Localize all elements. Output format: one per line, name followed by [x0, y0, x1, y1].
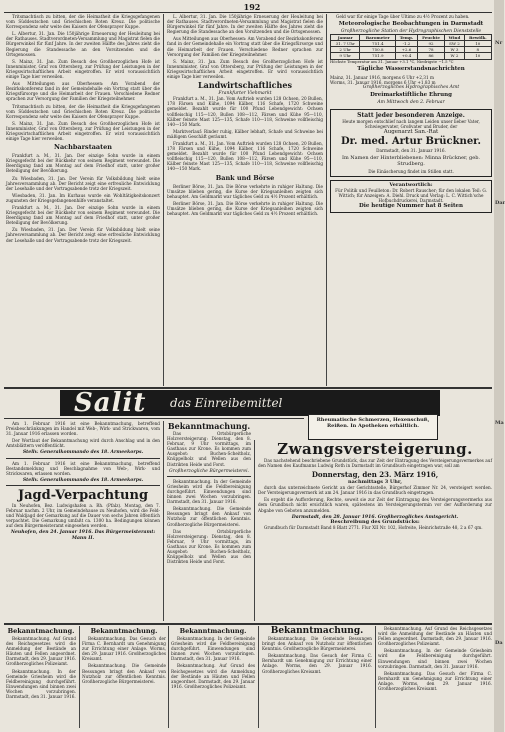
paragraph: Frankfurt a. M., 31. Jan. Vom Auftrieb wurden 128 Ochsen, 20 Bullen, 178 Färsen und Kühe, 1094 Kälber, 116 Schafe, 1720 Schweine gemeldet. Bezahlt wurde für 100 Pfund Lebendgewicht: Ochsen vollfleischig 115—120, Bullen 108—112, Färsen und Kühe 95—110, Kälber feinste Mast 125—135, Schafe 110—118, Schweine vollfleischig 140—150 Mark.: [167, 140, 323, 172]
river-line: Worms, 31. Januar 1916, morgens 6 Uhr +1,83 m: [330, 79, 436, 85]
section-rule: [4, 623, 492, 625]
table-cell: 10: [464, 53, 491, 59]
column-divider: [258, 626, 259, 728]
notice-paragraph: Bekanntmachung. In der Gemeinde Griesheim wird die Feldbereinigung durchgeführt. Einwendungen sind binnen zwei Wochen vorzubringen. Darmstadt, den 31. Januar 1916.: [167, 478, 251, 505]
paragraph: Zu Wiesbaden, 31. Jan. Der Verein für Volksbildung hielt seine Jahresversammlung ab. Der Bericht zeigt eine erfreuliche Entwicklung der Lesehalle und der Vortragsabende trotz der Kriegszeit.: [6, 175, 160, 191]
paragraph: Aus Mitteilungen aus Oberhessen: Am Vorabend der Bezirkskonferenz fand in der Gemeindehalle ein Vortrag statt über die Kriegsfürsorge und die Heimarbeit der Frauen. Verschiedene Redner sprachen zur Versorgung der Familien der Kriegsteilnehmer.: [167, 36, 323, 57]
jagd-text: In Neuhofen, Bez. Ludwigshafen a. Rh. (Pfalz). Montag, den 7. Februar nachm. 2 Uhr, im Gemeindehause zu Neuhofen, wird die Feld- und Waldjagd der Gemarkung auf die Dauer von sechs Jahren öffentlich verpachtet. Die Gemarkung umfaßt ca. 1300 ha. Bedingungen können auf dem Bürgermeisteramt eingesehen werden.: [6, 502, 160, 529]
divider: [6, 458, 160, 459]
divider: [167, 476, 251, 477]
ad-name: Dr. med. Artur Brückner.: [340, 135, 482, 147]
notice-paragraph: Der Wortlaut der Bekanntmachung wird durch Anschlag und in den Amtsblättern veröffentlicht.: [6, 438, 160, 449]
column-divider: [326, 14, 327, 386]
table-cell: 10: [464, 41, 491, 47]
table-cell: 9 Uhr: [331, 53, 360, 59]
adjacent-page-edge: [494, 0, 504, 732]
table-cell: -1.2: [396, 41, 418, 47]
paragraph: Tritsmachtisch zu bitten, der die Heimatheit die Kriegsgefangenen vom Süddeutschen und Griechischen Roten Kreuz. Die politische Korrespondenz sehr weite des Kaisers der Ofensprayer Kuppe.: [6, 14, 160, 30]
foreclosure-time: nachmittags 3 Uhr,: [348, 479, 402, 486]
paragraph: L. Albertur, 31. Jan. Die 150jährige Erneuerung der Heuleitung bei der Rathauses. Stadtverordneten-Versammlung und Magistrat fielen die Bürgerwinkel für fünf Jahre. In der zweiten Hälfte des Jahres zieht die Regierung die Standessache an den Vorsitzenden und die Ortsgenossen.: [6, 31, 160, 57]
page-number: 192: [243, 2, 261, 12]
notice-paragraph: Bekanntmachung. Das Gesuch der Firma C. Bernhardt um Genehmigung zur Errichtung einer Anlage. Worms, den 29. Januar 1916. Großherzogliches Kreisamt.: [262, 653, 372, 674]
paragraph: Tritsmachtisch zu bitten, der die Heimatheit die Kriegsgefangenen vom Süddeutschen und Griechischen Roten Kreuz. Die politische Korrespondenz sehr weite des Kaisers der Ofensprayer Kuppe.: [6, 103, 160, 119]
column-divider: [163, 421, 164, 621]
paragraph: Berliner Börse, 31. Jan. Die Börse verkehrte in ruhiger Haltung. Die Umsätze blieben gering, die Kurse der Kriegsanleihen zeigten sich behauptet. Am Geldmarkt war tägliches Geld zu 4½ Prozent erhältlich.: [167, 200, 323, 216]
section-rule: [4, 418, 304, 419]
river-heading: Tägliche Wasserstandsnachrichten: [357, 66, 465, 73]
bottom-notice-4: [262, 626, 372, 728]
salit-tagline: das Einreibemittel: [170, 396, 283, 410]
notice-paragraph: Bekanntmachung. Die Gemeinde Bessungen bringt den Ankauf von Nutzholz zur öffentlichen Kenntnis. Großherzogliche Bürgermeisterei.: [82, 663, 166, 684]
paragraph: Berliner Börse, 31. Jan. Die Börse verkehrte in ruhiger Haltung. Die Umsätze blieben gering, die Kurse der Kriegsanleihen zeigten sich behauptet. Am Geldmarkt war tägliches Geld zu 4½ Prozent erhältlich.: [167, 183, 323, 199]
notice-paragraph: Das Ortsbürgerliche Holzversteigerung: Dienstag, den 8. Februar, 9 Uhr vormittags, im Gasthaus zur Krone. Es kommen zum Ausgebot: Buchen-Scheitholz, Knüppelholz und Wellen aus den Distrikten Heide und Forst.: [167, 528, 251, 565]
table-cell: 750.8: [360, 47, 396, 53]
ad-title: Augenarzt San.-Rat: [383, 128, 439, 135]
paragraph: S. Mainz, 31. Jan. Zum Besuch des Großherzoglichen Hofe ist Innenminister, Graf von Ottersberg, zur Prüfung der Leistungen in der Kriegswirtschaftlichen Arbeit eingetroffen. Er wird voraussichtlich einige Tage hier verweilen.: [6, 58, 160, 80]
divider: [6, 485, 160, 486]
foreclosure-desc: Grundbuch für Darmstadt Band 8 Blatt 2771. Flur XII Nr. 102, Hofreite, Heinrichstraße 48, 2 a 67 qm.: [264, 524, 483, 530]
notice-paragraph: Bekanntmachung. In der Gemeinde Griesheim wird die Feldbereinigung durchgeführt. Einwendungen sind binnen zwei Wochen vorzubringen. Darmstadt, den 31. Januar 1916.: [378, 648, 492, 669]
weather-subheading: Großherzogliche Station der Hydrographischen Dienststelle: [340, 29, 482, 35]
paragraph: Marktverlauf: Rinder ruhig, Kälber lebhaft, Schafe und Schweine bei mäßigem Geschäft geräumt.: [167, 128, 323, 139]
top-rule: [4, 12, 492, 13]
foreclosure-date: Donnerstag, den 23. März 1916,: [311, 470, 439, 480]
edge-mark: Dar: [495, 200, 505, 206]
paragraph: Frankfurt a. M., 31. Jan. Vom Auftrieb wurden 128 Ochsen, 20 Bullen, 178 Färsen und Kühe, 1094 Kälber, 116 Schafe, 1720 Schweine gemeldet. Bezahlt wurde für 100 Pfund Lebendgewicht: Ochsen vollfleischig 115—120, Bullen 108—112, Färsen und Kühe 95—110, Kälber feinste Mast 125—135, Schafe 110—118, Schweine vollfleischig 140—150 Mark.: [167, 96, 323, 127]
table-cell: 751.4: [360, 41, 396, 47]
table-header: Januar: [331, 35, 360, 41]
paragraph: Aus Mitteilungen aus Oberhessen: Am Vorabend der Bezirkskonferenz fand in der Gemeindehalle ein Vortrag statt über die Kriegsfürsorge und die Heimarbeit der Frauen. Verschiedene Redner sprachen zur Versorgung der Familien der Kriegsteilnehmer.: [6, 81, 160, 102]
foreclosure-signature: Darmstadt, den 28. Januar 1916. Großherzogliches Amtsgericht.: [291, 514, 459, 520]
ad-heading: Statt jeder besonderen Anzeige.: [357, 111, 465, 119]
notice-heading: Bekanntmachung.: [90, 627, 158, 635]
edge-mark: Nr: [495, 40, 503, 46]
ad-footnote: Die Einäscherung findet im Stillen statt.: [368, 168, 454, 174]
ad-signature: Im Namen der Hinterbliebenen: Minna Brückner, geb. Strudberg.: [341, 154, 481, 168]
foreclosure-notice: [258, 440, 492, 640]
column-divider: [254, 440, 255, 621]
table-cell: +0.4: [396, 53, 418, 59]
paragraph: Geld war für einige Tage über Ultimo zu 4½ Prozent zu haben.: [336, 14, 470, 19]
table-cell: 31. 7 Uhr: [331, 41, 360, 47]
section-heading: Bank und Börse: [215, 173, 275, 182]
section-heading: Dreimarkstiftliche Ehrung: [370, 91, 452, 98]
notice-paragraph: Bekanntmachung. Das Gesuch der Firma C. Bernhardt um Genehmigung zur Errichtung einer Anlage. Worms, den 29. Januar 1916. Großherzogliches Kreisamt.: [82, 636, 166, 662]
table-header: Bewölk.: [464, 35, 491, 41]
table-cell: W 2: [445, 53, 464, 59]
notice-heading: Bekanntmachung.: [167, 421, 251, 431]
column-3: [330, 14, 492, 386]
notice-paragraph: Das Ortsbürgerliche Holzversteigerung: Dienstag, den 8. Februar, 9 Uhr vormittags, im Gasthaus zur Krone. Es kommen zum Ausgebot: Buchen-Scheitholz, Knüppelholz und Wellen aus den Distrikten Heide und Forst.: [167, 431, 251, 467]
table-cell: 92: [417, 41, 444, 47]
salit-brand: Salit: [74, 388, 147, 418]
column-divider: [168, 626, 169, 728]
foreclosure-text: Das nachstehend beschriebene Grundstück, das zur Zeit der Eintragung des Versteigerungsvermerkes auf den Namen des Kaufmanns Ludwig Roth in Darmstadt im Grundbuch eingetragen war, soll am: [258, 458, 492, 469]
column-divider: [79, 626, 80, 728]
lower-column-1: [6, 421, 160, 621]
paragraph: S. Mainz, 31. Jan. Zum Besuch des Großherzoglichen Hofe ist Innenminister, Graf von Ottersberg, zur Prüfung der Leistungen in der Kriegswirtschaftlichen Arbeit eingetroffen. Er wird voraussichtlich einige Tage hier verweilen.: [6, 120, 160, 142]
section-heading: Landwirtschaftliches: [198, 80, 292, 91]
paragraph: Frankfurt a. M., 31. Jan. Der einzige Sohn wurde in einem Kriegsgefecht bei der Rückkehr von seinem Regiment verwundet. Die Beerdigung fand am Montag auf dem Friedhof statt, unter großer Beteiligung der Bevölkerung.: [6, 153, 160, 174]
paragraph: Zu Wiesbaden, 31. Jan. Der Verein für Volksbildung hielt seine Jahresversammlung ab. Der Bericht zeigt eine erfreuliche Entwicklung der Lesehalle und der Vortragsabende trotz der Kriegszeit.: [6, 227, 160, 243]
table-cell: W 3: [445, 47, 464, 53]
notice-paragraph: Bekanntmachung. In der Gemeinde Griesheim wird die Feldbereinigung durchgeführt. Einwendungen sind binnen zwei Wochen vorzubringen. Darmstadt, den 31. Januar 1916.: [171, 636, 255, 662]
table-header: Temp.: [396, 35, 418, 41]
notice-paragraph: Am 1. Februar 1916 ist eine Bekanntmachung, betreffend Preisbeschränkungen im Handel mit Web-, Wirk- und Strickwaren, vom 31. Januar 1916 erlassen worden.: [6, 421, 160, 437]
foreclosure-heading: Zwangsversteigerung.: [277, 440, 473, 458]
table-cell: SW 2: [445, 41, 464, 47]
section-subheading: Frankfurter Viehmarkt: [218, 91, 272, 97]
ad-text: Heute morgen entschlief nach langem Leiden unser lieber Vater, Schwiegervater, Großvater und Bruder, der: [342, 118, 480, 129]
foreclosure-text: durch das unterzeichnete Gericht an der Gerichtsstelle, Bürgerhof Zimmer Nr. 24, versteigert werden. Der Versteigerungsvermerk ist am 24. Januar 1916 in das Grundbuch eingetragen.: [258, 485, 492, 496]
notice-paragraph: Bekanntmachung. Das Gesuch der Firma C. Bernhardt um Genehmigung zur Errichtung einer Anlage. Worms, den 29. Januar 1916. Großherzogliches Kreisamt.: [378, 670, 492, 692]
imprint-heading: Verantwortlich:: [389, 181, 433, 188]
edge-mark: Ma: [495, 420, 504, 426]
paragraph: Wiesbaden, 31. Jan. Im Kurhaus wurde ein Wohltätigkeitskonzert zugunsten der Kriegsgefangenenhilfe veranstaltet.: [6, 192, 160, 203]
paragraph: S. Mainz, 31. Jan. Zum Besuch des Großherzoglichen Hofe ist Innenminister, Graf von Ottersberg, zur Prüfung der Leistungen in der Kriegswirtschaftlichen Arbeit eingetroffen. Er wird voraussichtlich einige Tage hier verweilen.: [167, 58, 323, 80]
rheumatism-ad: Rheumatische Schmerzen, Hexenschuß, Reißen. In Apotheken erhältlich.: [308, 414, 438, 440]
edge-mark: Da: [495, 640, 503, 646]
notice-signature: Stellv. Generalkommando des 18. Armeekorps.: [22, 450, 144, 456]
section-heading: Nachbarstaaten: [54, 143, 112, 152]
notice-paragraph: Bekanntmachung. In der Gemeinde Griesheim wird die Feldbereinigung durchgeführt. Einwendungen sind binnen zwei Wochen vorzubringen. Darmstadt, den 31. Januar 1916.: [6, 668, 76, 700]
notice-signature: Großherzogliche Bürgermeisterei.: [168, 468, 250, 474]
table-cell: 751.9: [360, 53, 396, 59]
weather-heading: Meteorologische Beobachtungen in Darmstadt: [338, 21, 484, 28]
bottom-notice-2: [82, 626, 166, 728]
imprint-box: [330, 180, 492, 213]
notice-paragraph: Bekanntmachung. Auf Grund des Reichsgesetzes wird die Anmeldung der Bestände an Häuten und Fellen angeordnet. Darmstadt, den 29. Januar 1916. Großherzogliches Polizeiamt.: [6, 636, 76, 667]
table-cell: 78: [417, 47, 444, 53]
section-subheading: Am Mittwoch den 2. Februar: [377, 100, 445, 106]
notice-signature: Stellv. Generalkommando des 18. Armeekorps.: [22, 477, 144, 483]
column-divider: [375, 626, 376, 728]
column-2: [167, 14, 323, 386]
notice-heading: Bekanntmachung.: [179, 627, 247, 635]
imprint-text: Für Politik und Feuilleton: Dr. Robert Rauscher; für den lokalen Teil: G. Wittich; für Anzeigen: A. Diehl. Druck und Verlag: L. C. Wittich'sche Hofbuchdruckerei, Darmstadt.: [335, 188, 487, 204]
foreclosure-text: Es ergeht die Aufforderung, Rechte, soweit sie zur Zeit der Eintragung des Versteigerungsvermerks aus dem Grundbuch nicht ersichtlich waren, spätestens im Versteigerungstermin vor der Aufforderung zur Abgabe von Geboten anzumelden.: [258, 497, 492, 513]
table-header: Feuchte: [417, 35, 444, 41]
obituary-ad: [330, 109, 492, 177]
river-line: Großherzogliches Hydrographisches Amt: [362, 84, 460, 90]
jagd-signature: Neuhofen, den 24. Januar 1916. Das Bürgermeisteramt: Mann II.: [10, 530, 156, 541]
ad-place: Darmstadt, den 31. Januar 1916.: [376, 147, 446, 153]
table-cell: 2 Uhr: [331, 47, 360, 53]
river-line: Mainz, 31. Januar 1916, morgens 6 Uhr +2,31 m: [330, 74, 434, 80]
foreclosure-desc-heading: Beschreibung des Grundstücks:: [330, 518, 420, 525]
notice-paragraph: Bekanntmachung. Die Gemeinde Bessungen bringt den Ankauf von Nutzholz zur öffentlichen Kenntnis. Großherzogliche Bürgermeisterei.: [262, 636, 372, 652]
table-header: Barometer: [360, 35, 396, 41]
weather-note: Höchste Temperatur am 31. Januar +3.1 °C, Niedrigste −1.5 °C: [330, 58, 454, 64]
salit-ad-banner: [60, 390, 440, 416]
bottom-notice-3: [171, 626, 255, 728]
notice-paragraph: Bekanntmachung. Die Gemeinde Bessungen bringt den Ankauf von Nutzholz zur öffentlichen Kenntnis. Großherzogliche Bürgermeisterei.: [167, 506, 251, 527]
paragraph: Frankfurt a. M., 31. Jan. Der einzige Sohn wurde in einem Kriegsgefecht bei der Rückkehr von seinem Regiment verwundet. Die Beerdigung fand am Montag auf dem Friedhof statt, unter großer Beteiligung der Bevölkerung.: [6, 205, 160, 226]
column-divider: [163, 14, 164, 386]
notice-paragraph: Am 1. Februar 1916 ist eine Bekanntmachung, betreffend Bestandsmeldung und Beschlagnahme von Web-, Wirk- und Strickwaren, erlassen worden.: [6, 460, 160, 476]
imprint-footnote: Die heutige Nummer hat 8 Seiten: [359, 203, 463, 210]
table-cell: 86: [417, 53, 444, 59]
notice-heading: Bekanntmachung.: [7, 627, 75, 635]
table-cell: +2.6: [396, 47, 418, 53]
notice-paragraph: Bekanntmachung. Auf Grund des Reichsgesetzes wird die Anmeldung der Bestände an Häuten und Fellen angeordnet. Darmstadt, den 29. Januar 1916. Großherzogliches Polizeiamt.: [378, 626, 492, 647]
bottom-notice-1: [6, 626, 76, 728]
table-header: Wind: [445, 35, 464, 41]
bottom-notice-5: [378, 626, 492, 728]
weather-table: [330, 34, 492, 59]
jagd-heading: Jagd-Verpachtung: [17, 487, 149, 503]
table-cell: 8: [464, 47, 491, 53]
notice-paragraph: Bekanntmachung. Auf Grund des Reichsgesetzes wird die Anmeldung der Bestände an Häuten und Fellen angeordnet. Darmstadt, den 29. Januar 1916. Großherzogliches Polizeiamt.: [171, 663, 255, 689]
lower-column-2: [167, 421, 251, 621]
notice-heading: Bekanntmachung.: [270, 626, 364, 636]
paragraph: L. Albertur, 31. Jan. Die 150jährige Erneuerung der Heuleitung bei der Rathauses. Stadtverordneten-Versammlung und Magistrat fielen die Bürgerwinkel für fünf Jahre. In der zweiten Hälfte des Jahres zieht die Regierung die Standessache an den Vorsitzenden und die Ortsgenossen.: [167, 14, 323, 35]
column-1: [6, 14, 160, 386]
